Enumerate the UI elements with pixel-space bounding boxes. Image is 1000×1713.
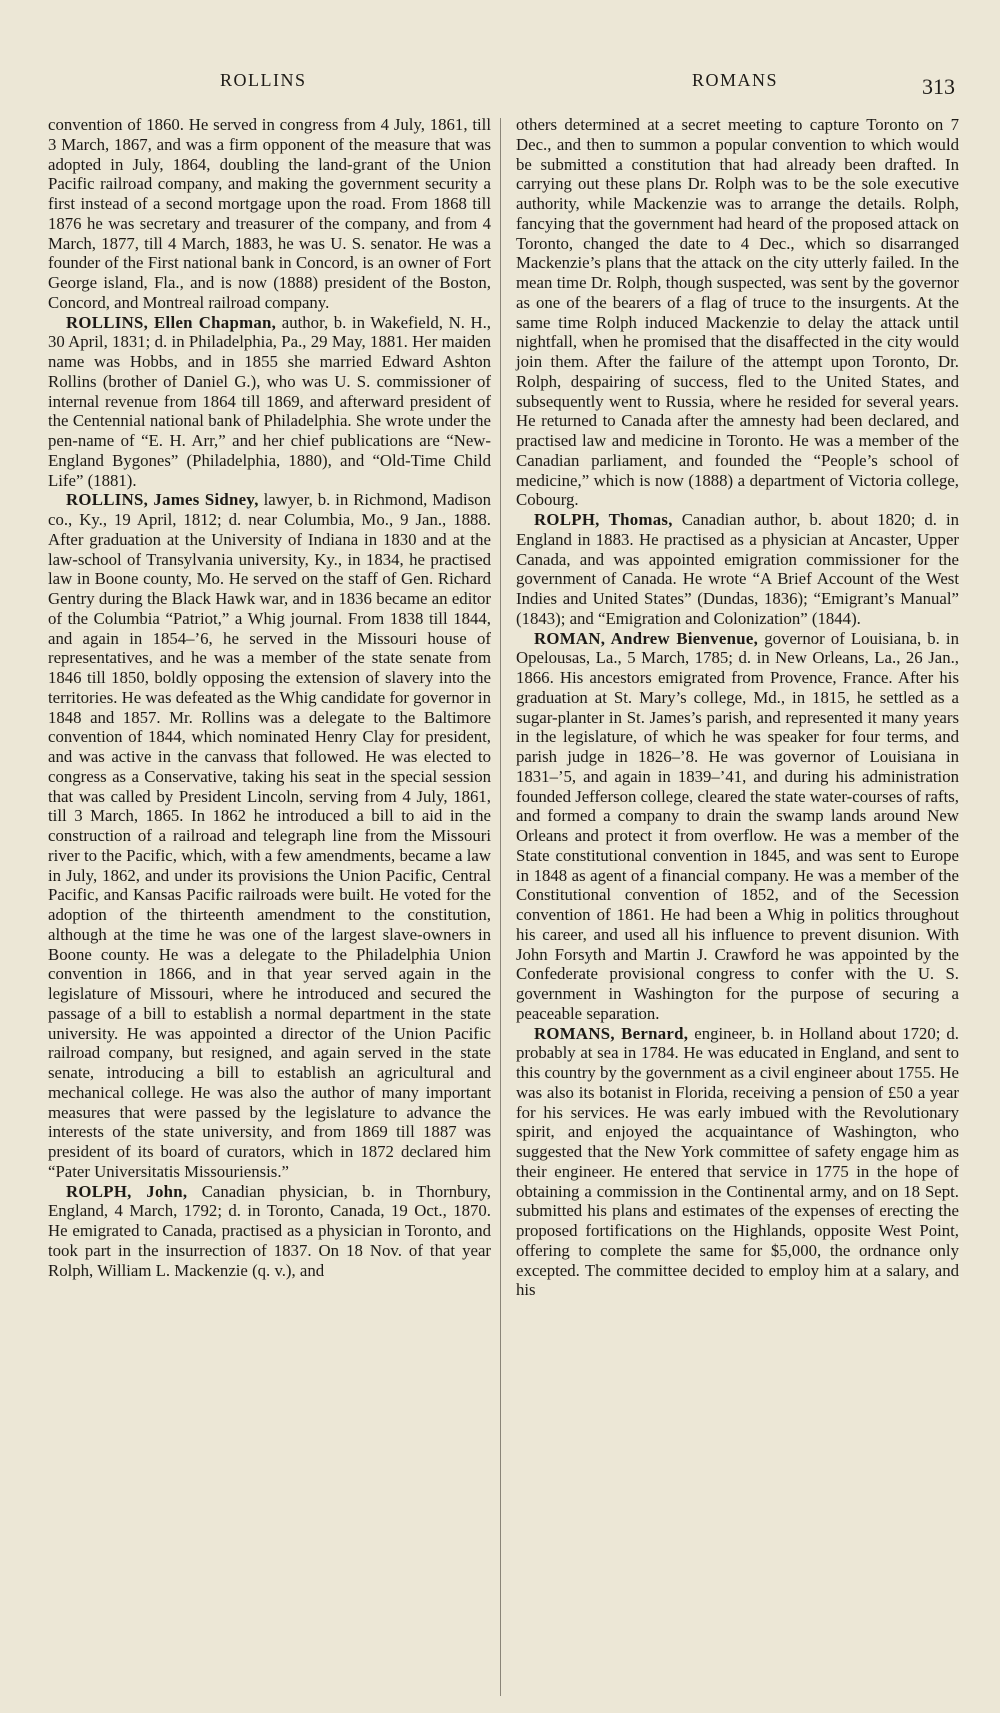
entry-text: governor of Louisiana, b. in Opelousas, La., 5 March, 1785; d. in New Orleans, La., 26 Jan., 1866. His ancestors emigrated from Provence, France. After his graduation at St. Mary’s college, Md., in 1815, he settled as a sugar-planter in St. James’s parish, and represented it many years in the legislature, of which he was speaker for four terms, and parish judge in 1826–’8. He was governor of Louisiana in 1831–’5, and again in 1839–’41, and during his administration founded Jefferson college, cleared the state water-courses of rafts, and formed a company to drain the swamp lands around New Orleans and protect it from overflow. He was a member of the State constitutional convention in 1845, and was sent to Europe in 1848 as agent of a financial company. He was a member of the Constitutional convention of 1852, and of the Secession convention of 1861. He had been a Whig in politics throughout his career, and used all his influence to prevent disunion. With John Forsyth and Martin J. Crawford he was appointed by the Confederate provisional congress to confer with the U. S. government in Washington for the purpose of securing a peaceable separation. bbox=[516, 628, 959, 1023]
entry-text: engineer, b. in Holland about 1720; d. probably at sea in 1784. He was educated in England, and sent to this country by the government as a civil engineer about 1755. He was also its botanist in Florida, receiving a pension of £50 a year for his services. He was early imbued with the Revolutionary spirit, and enjoyed the acquaintance of Washington, who suggested that the New York committee of safety engage him as their engineer. He entered that service in 1775 in the hope of obtaining a commission in the Continental army, and on 18 Sept. submitted his plans and estimates of the expenses of erecting the proposed fortifications on the Highlands, opposite West Point, offering to complete the same for $5,000, the ordnance only excepted. The committee decided to employ him at a salary, and his bbox=[516, 1023, 960, 1300]
biography-entry bbox=[516, 510, 959, 629]
entry-name: ROMAN, Andrew Bienvenue, bbox=[534, 628, 759, 648]
continuation-paragraph: convention of 1860. He served in congress from 4 July, 1861, till 3 March, 1867, and was a firm opponent of the measure that was adopted in July, 1864, doubling the land-grant of the Union Pacific railroad company, and making the government security a first instead of a second mortgage upon the road. From 1868 till 1876 he was secretary and treasurer of the company, and from 4 March, 1877, till 4 March, 1883, he was U. S. senator. He was a founder of the First national bank in Concord, is an owner of Fort George island, Fla., and is now (1888) president of the Boston, Concord, and Montreal railroad company. bbox=[48, 115, 491, 312]
continuation-paragraph: others determined at a secret meeting to capture Toronto on 7 Dec., and then to summon a popular convention to which would be submitted a constitution that had already been drafted. In carrying out these plans Dr. Rolph was to be the sole executive authority, while Mackenzie was to arrange the details. Rolph, fancying that the government had heard of the proposed attack on Toronto, changed the date to 4 Dec., which so disarranged Mackenzie’s plans that the attack on the city utterly failed. In the mean time Dr. Rolph, though suspected, was sent by the governor as one of the bearers of a flag of truce to the insurgents. At the same time Rolph induced Mackenzie to delay the attack until nightfall, when he promised that the disaffected in the city would join them. After the failure of the attempt upon Toronto, Dr. Rolph, despairing of success, fled to the United States, and subsequently went to Russia, where he resided for several years. He returned to Canada after the amnesty had been declared, and practised law and medicine in Toronto. He was a member of the Canadian parliament, and founded the “People’s school of medicine,” which is now (1888) a department of Victoria college, Cobourg. bbox=[516, 115, 959, 510]
biography-entry bbox=[48, 1182, 491, 1281]
column-divider bbox=[500, 118, 501, 1696]
entry-name: ROLPH, Thomas, bbox=[534, 510, 673, 529]
right-column bbox=[516, 115, 959, 1300]
entry-name: ROLPH, John, bbox=[66, 1181, 188, 1201]
biography-entry bbox=[516, 629, 959, 1024]
entry-text: Canadian physician, b. in Thornbury, England, 4 March, 1792; d. in Toronto, Canada, 19 Oct., 1870. He emigrated to Canada, practised as a physician in Toronto, and took part in the insurrection of 1837. On 18 Nov. of that year Rolph, William L. Mackenzie (q. v.), and bbox=[48, 1181, 491, 1280]
biography-entry bbox=[48, 490, 491, 1181]
biography-entry bbox=[516, 1024, 959, 1301]
entry-name: ROMANS, Bernard, bbox=[534, 1023, 689, 1043]
biography-entry bbox=[48, 313, 491, 491]
left-column bbox=[48, 115, 491, 1280]
page-number: 313 bbox=[922, 74, 955, 99]
entry-text: Canadian author, b. about 1820; d. in England in 1883. He practised as a physician at Ancaster, Upper Canada, and was appointed emigration commissioner for the government of Canada. He wrote “A Brief Account of the West Indies and United States” (Dundas, 1836); “Emigrant’s Manual” (1843); and “Emigration and Colonization” (1844). bbox=[516, 510, 960, 628]
running-head-left: ROLLINS bbox=[220, 70, 307, 90]
entry-text: lawyer, b. in Richmond, Madison co., Ky., 19 April, 1812; d. near Columbia, Mo., 9 Jan., 1888. After graduation at the University of Indiana in 1830 and at the law-school of Transylvania university, Ky., in 1834, he practised law in Boone county, Mo. He served on the staff of Gen. Richard Gentry during the Black Hawk war, and in 1836 became an editor of the Columbia “Patriot,” a Whig journal. From 1838 till 1844, and again in 1854–’6, he served in the Missouri house of representatives, and he was a member of the state senate from 1846 till 1850, boldly opposing the extension of slavery into the territories. He was defeated as the Whig candidate for governor in 1848 and 1857. Mr. Rollins was a delegate to the Baltimore convention of 1844, which nominated Henry Clay for president, and was active in the canvass that followed. He was elected to congress as a Conservative, taking his seat in the special session that was called by President Lincoln, serving from 4 July, 1861, till 3 March, 1865. In 1862 he introduced a bill to aid in the construction of a railroad and telegraph line from the Missouri river to the Pacific, which, with a few amendments, became a law in July, 1862, and under its provisions the Union Pacific, Central Pacific, and Kansas Pacific railroads were built. He voted for the adoption of the thirteenth amendment to the constitution, although at the time he was one of the largest slave-owners in Boone county. He was a delegate to the Philadelphia Union convention in 1866, and in that year served again in the legislature of Missouri, where he introduced and secured the passage of a bill to establish a normal department in the state university. He was appointed a director of the Union Pacific railroad company, but resigned, and again served in the state senate, introducing a bill to establish an agricultural and mechanical college. He was also the author of many important measures that were passed by the legislature to advance the interests of the state university, and from 1869 till 1887 was president of its board of curators, which in 1872 declared him “Pater Universitatis Missouriensis.” bbox=[48, 490, 492, 1181]
entry-name: ROLLINS, Ellen Chapman, bbox=[66, 312, 277, 332]
entry-name: ROLLINS, James Sidney, bbox=[66, 490, 259, 510]
entry-text: author, b. in Wakefield, N. H., 30 April, 1831; d. in Philadelphia, Pa., 29 May, 1881. Her maiden name was Hobbs, and in 1855 she married Edward Ashton Rollins (brother of Daniel G.), who was U. S. commissioner of internal revenue from 1864 till 1869, and afterward president of the Centennial national bank of Philadelphia. She wrote under the pen-name of “E. H. Arr,” and her chief publications are “New-England Bygones” (Philadelphia, 1880), and “Old-Time Child Life” (1881). bbox=[48, 312, 491, 490]
running-head-right: ROMANS bbox=[692, 70, 779, 90]
